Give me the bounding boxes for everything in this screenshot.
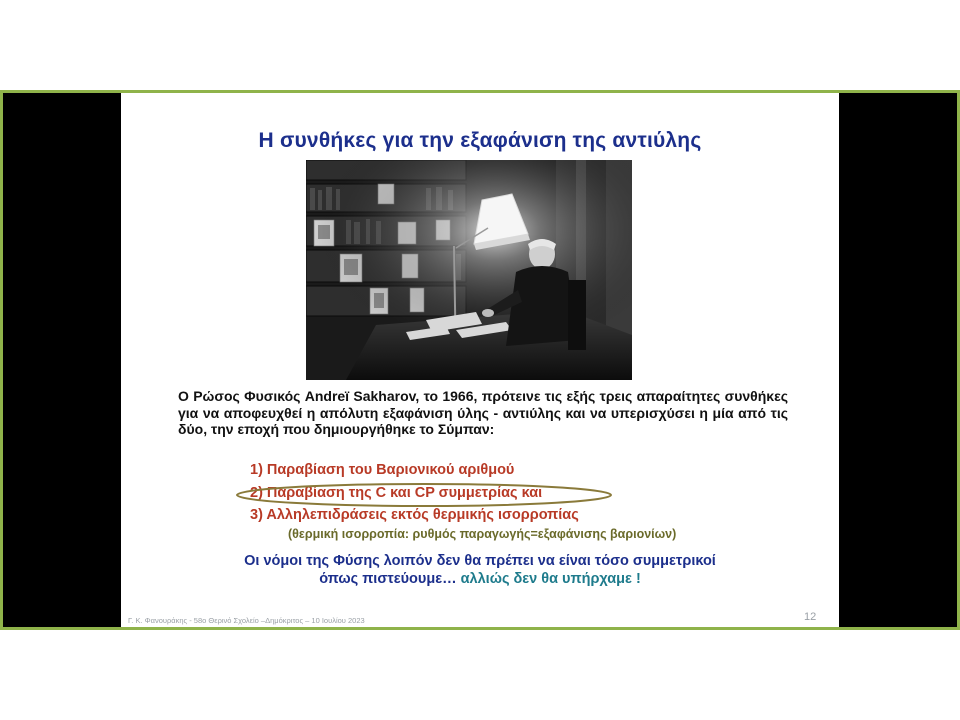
conclusion-text bbox=[121, 552, 839, 588]
conclusion-line-2a: όπως πιστεύουμε… bbox=[319, 571, 457, 587]
condition-item: 2) Παραβίαση της C και CP συμμετρίας και bbox=[250, 485, 543, 501]
photo-sakharov bbox=[306, 160, 632, 380]
conclusion-line-2b: αλλιώς δεν θα υπήρχαμε ! bbox=[456, 571, 641, 587]
slide-title: Η συνθήκες για την εξαφάνιση της αντιύλης bbox=[258, 129, 702, 152]
condition-item: 3) Αλληλεπιδράσεις εκτός θερμικής ισορροπίας bbox=[250, 507, 579, 523]
conclusion-line-2 bbox=[121, 570, 839, 588]
conclusion-line-1: Οι νόμοι της Φύσης λοιπόν δεν θα πρέπει να είναι τόσο συμμετρικοί bbox=[244, 553, 716, 569]
slide-footer: Γ. Κ. Φανουράκης - 58ο Θερινό Σχολείο –Δημόκριτος – 10 Ιουλίου 2023 bbox=[128, 616, 365, 625]
page-number: 12 bbox=[804, 611, 817, 623]
highlight-ellipse-icon bbox=[235, 482, 615, 508]
intro-text: Ο Ρώσος Φυσικός Andreï Sakharov, το 1966, πρότεινε τις εξής τρεις απαραίτητες συνθήκες για να αποφευχθεί η απόλυτη εξαφάνιση ύλης - αντιύλης και να υπερισχύσει η μία από τις δύο, την εποχή που δημιουργήθηκε το Σύμπαν: bbox=[178, 388, 788, 437]
photo-sakharov-at-desk-icon bbox=[306, 160, 632, 380]
thermal-equilibrium-note: (θερμική ισορροπία: ρυθμός παραγωγής=εξαφάνισης βαριονίων) bbox=[288, 527, 677, 541]
condition-item: 1) Παραβίαση του Βαριονικού αριθμού bbox=[250, 462, 515, 478]
slide bbox=[121, 93, 839, 627]
